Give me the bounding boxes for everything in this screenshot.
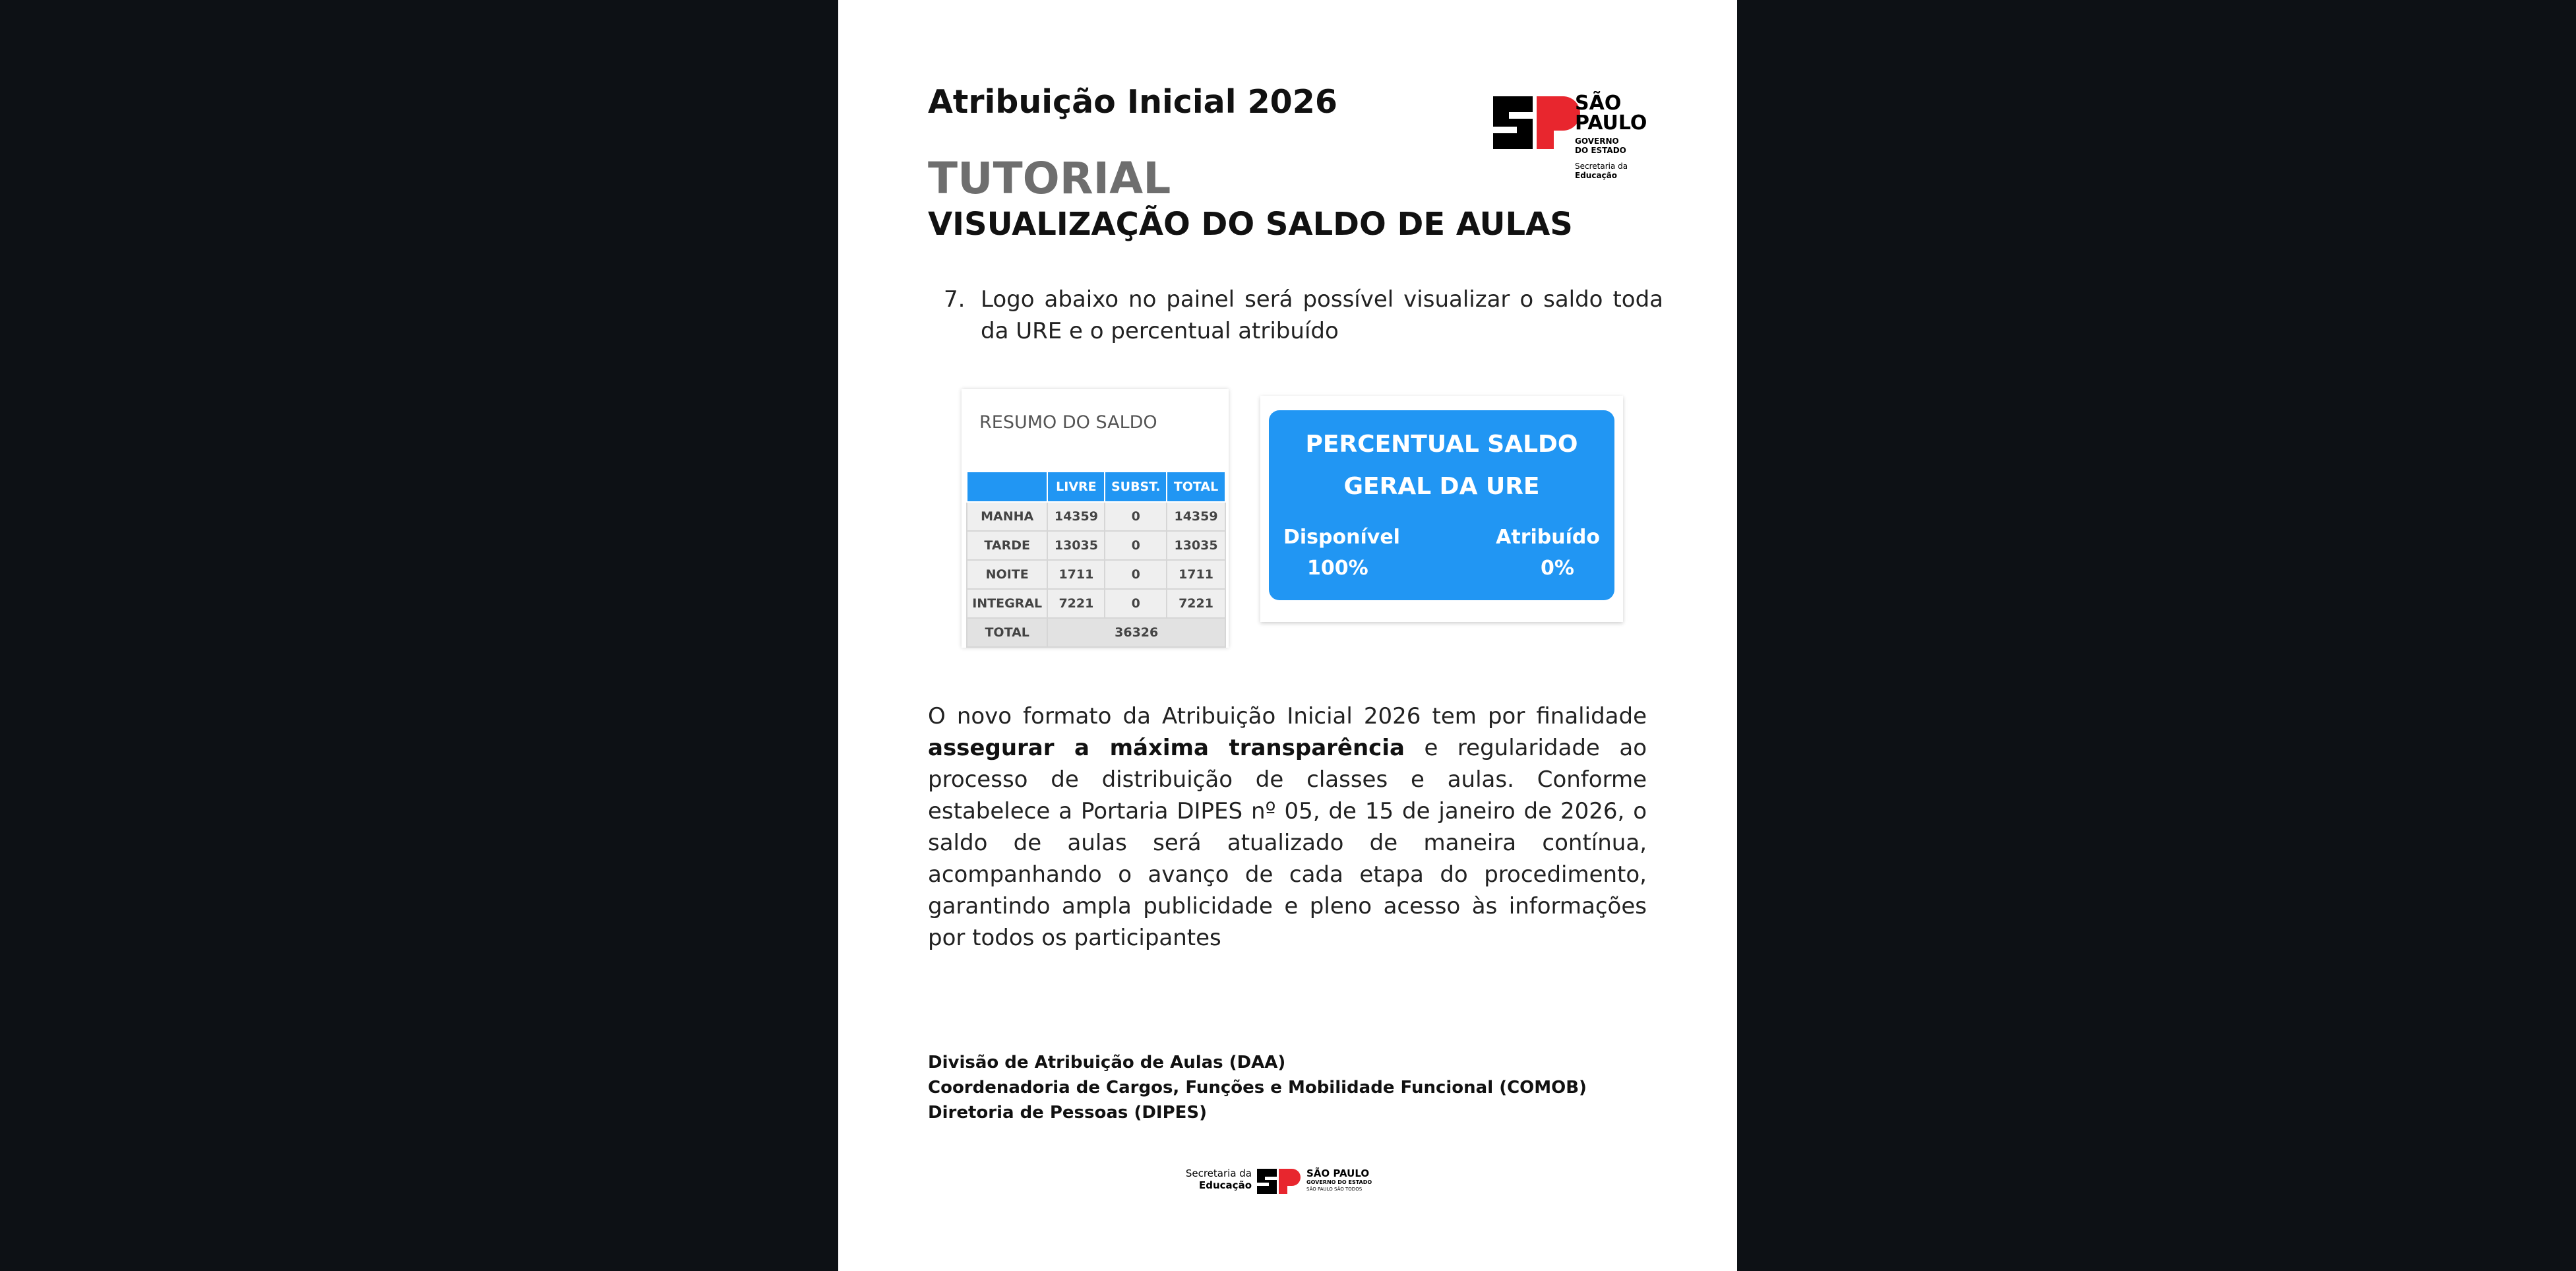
bottom-logo-p-shape (1279, 1169, 1301, 1194)
table-cell: 0 (1105, 589, 1167, 618)
bottom-logo-s-shape (1257, 1169, 1277, 1194)
paragraph-bold: assegurar a máxima transparência (928, 735, 1405, 761)
table-header-cell: SUBST. (1105, 472, 1167, 502)
document-page (838, 0, 1737, 1271)
table-total-value: 36326 (1047, 618, 1225, 647)
tutorial-label: TUTORIAL (928, 153, 1171, 204)
resumo-saldo-title: RESUMO DO SALDO (979, 412, 1157, 433)
table-row (967, 502, 1225, 531)
logo-line5: Secretaria da (1575, 162, 1628, 171)
footer-credits (928, 1050, 1587, 1125)
body-paragraph (928, 700, 1647, 954)
disponivel-value: 100% (1307, 557, 1368, 580)
document-title: Atribuição Inicial 2026 (928, 83, 1337, 121)
table-cell: INTEGRAL (967, 589, 1047, 618)
step-text: Logo abaixo no painel será possível visualizar o saldo toda da URE e o percentual atribuído (981, 286, 1663, 344)
table-cell: 1711 (1167, 560, 1225, 589)
table-cell: 0 (1105, 531, 1167, 560)
table-cell: 13035 (1167, 531, 1225, 560)
table-header-cell: LIVRE (1047, 472, 1105, 502)
percentual-saldo-card (1260, 396, 1623, 622)
table-cell: 14359 (1047, 502, 1105, 531)
table-header-cell: TOTAL (1167, 472, 1225, 502)
percentual-title-line1: PERCENTUAL SALDO (1305, 431, 1578, 458)
logo-p-shape (1537, 96, 1580, 149)
table-header-row (967, 472, 1225, 502)
table-cell: 0 (1105, 502, 1167, 531)
paragraph-rest: e regularidade ao processo de distribuição de classes e aulas. Conforme estabelece a Portaria DIPES nº 05, de 15 de janeiro de 2026, o saldo de aulas será atualizado de maneira contínua, acompanhando o avanço de cada etapa do procedimento, garantindo ampla publicidade e pleno acesso às informações por todos os participantes (928, 735, 1647, 951)
table-cell: NOITE (967, 560, 1047, 589)
footer-line1: Divisão de Atribuição de Aulas (DAA) (928, 1053, 1286, 1072)
atribuido-value: 0% (1541, 557, 1574, 580)
table-cell: 1711 (1047, 560, 1105, 589)
table-row (967, 560, 1225, 589)
table-row (967, 531, 1225, 560)
sao-paulo-government-logo (1488, 91, 1653, 190)
table-cell: 7221 (1047, 589, 1105, 618)
disponivel-label: Disponível (1283, 526, 1400, 549)
table-total-row (967, 618, 1225, 647)
table-row (967, 589, 1225, 618)
step-number: 7. (944, 286, 966, 313)
percentual-title-line2: GERAL DA URE (1343, 473, 1540, 500)
percentual-saldo-title (1269, 423, 1614, 508)
bottom-logo-gov: GOVERNO DO ESTADO (1306, 1179, 1372, 1185)
logo-line4: DO ESTADO (1575, 146, 1626, 155)
bottom-logo-secretaria: Secretaria da (1185, 1167, 1252, 1179)
paragraph-intro: O novo formato da Atribuição Inicial 2026 tem por finalidade (928, 703, 1647, 729)
table-cell: TARDE (967, 531, 1047, 560)
footer-line3: Diretoria de Pessoas (DIPES) (928, 1103, 1208, 1123)
logo-line2: PAULO (1575, 111, 1647, 135)
tutorial-subtitle: VISUALIZAÇÃO DO SALDO DE AULAS (928, 206, 1573, 243)
atribuido-label: Atribuído (1496, 526, 1600, 549)
table-cell: 14359 (1167, 502, 1225, 531)
footer-line2: Coordenadoria de Cargos, Funções e Mobilidade Funcional (COMOB) (928, 1078, 1587, 1098)
logo-line1: SÃO (1575, 92, 1622, 115)
logo-line3: GOVERNO (1575, 137, 1619, 146)
logo-s-shape (1493, 96, 1533, 149)
percentual-saldo-panel (1269, 410, 1614, 600)
secretaria-educacao-logo (1176, 1165, 1394, 1195)
resumo-saldo-table (966, 471, 1226, 648)
table-total-label: TOTAL (967, 618, 1047, 647)
table-cell: 7221 (1167, 589, 1225, 618)
bottom-logo-sp: SÃO PAULO (1306, 1167, 1370, 1179)
table-header-cell (967, 472, 1047, 502)
table-cell: 13035 (1047, 531, 1105, 560)
table-cell: MANHA (967, 502, 1047, 531)
bottom-logo-educacao: Educação (1199, 1179, 1252, 1191)
resumo-saldo-card (962, 389, 1229, 648)
logo-line6: Educação (1575, 171, 1617, 180)
bottom-logo-slogan: SÃO PAULO SÃO TODOS (1306, 1187, 1363, 1192)
table-cell: 0 (1105, 560, 1167, 589)
